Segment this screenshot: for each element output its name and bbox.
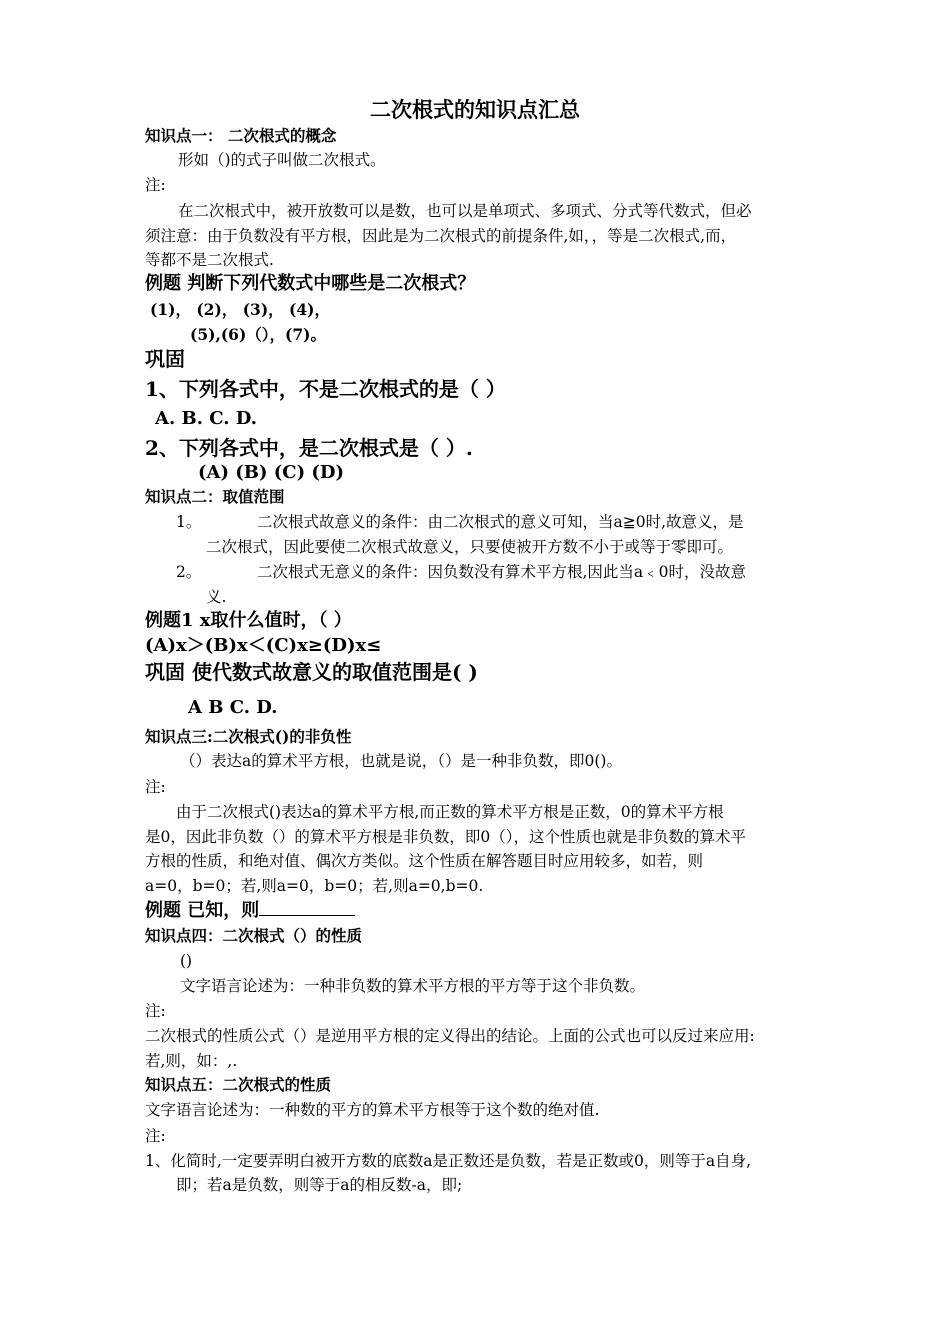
section-heading-4: 知识点四：二次根式（）的性质 bbox=[145, 926, 363, 945]
question-2-options: (A) (B) (C) (D) bbox=[198, 462, 345, 483]
list-item-text: 二次根式，因此要使二次根式故意义，只要使被开方数不小于或等于零即可。 bbox=[206, 538, 734, 556]
note-label: 注: bbox=[145, 1127, 166, 1145]
section-heading-2: 知识点二：取值范围 bbox=[145, 487, 285, 506]
section-heading-5: 知识点五：二次根式的性质 bbox=[145, 1075, 332, 1094]
list-item-text: 二次根式无意义的条件：因负数没有算术平方根,因此当a﹤0时，没故意 bbox=[257, 563, 747, 581]
paragraph-line: 若,则，如：,. bbox=[145, 1052, 238, 1070]
list-number: 2。 bbox=[176, 563, 202, 581]
definition-text: 形如（)的式子叫做二次根式。 bbox=[178, 151, 386, 169]
paragraph-line: 由于二次根式()表达a的算术平方根,而正数的算术平方根是正数，0的算术平方根 bbox=[176, 803, 724, 821]
formula-text: () bbox=[180, 952, 193, 970]
list-item-text: 义. bbox=[206, 588, 227, 606]
question-1: 1、下列各式中，不是二次根式的是（ ） bbox=[145, 377, 506, 401]
paragraph-line: a=0，b=0；若,则a=0，b=0；若,则a=0,b=0. bbox=[145, 877, 484, 895]
example-items: (1)， (2)， (3)， (4)， bbox=[150, 300, 330, 319]
document-title: 二次根式的知识点汇总 bbox=[370, 97, 580, 122]
list-number: 1。 bbox=[176, 513, 202, 531]
section-heading-1: 知识点一： 二次根式的概念 bbox=[145, 126, 337, 145]
paragraph-line: 须注意：由于负数没有平方根，因此是为二次根式的前提条件,如，，等是二次根式,而， bbox=[145, 227, 737, 245]
example-heading bbox=[145, 899, 355, 923]
paragraph-line: 文字语言论述为：一种非负数的算术平方根的平方等于这个非负数。 bbox=[180, 977, 646, 995]
example-heading: 例题 判断下列代数式中哪些是二次根式？ bbox=[145, 273, 476, 294]
answer-blank bbox=[259, 899, 355, 916]
paragraph-line: 方根的性质，和绝对值、偶次方类似。这个性质在解答题目时应用较多，如若，则 bbox=[145, 852, 704, 870]
question-1-options: A. B. C. D. bbox=[155, 408, 258, 429]
example-options: (A)x＞(B)x＜(C)x≥(D)x≤ bbox=[145, 635, 382, 656]
definition-text: （）表达a的算术平方根，也就是说，（）是一种非负数，即0()。 bbox=[180, 752, 622, 770]
paragraph-line: 1、化简时,一定要弄明白被开方数的底数a是正数还是负数，若是正数或0，则等于a自身, bbox=[145, 1152, 752, 1170]
practice-options: A B C. D. bbox=[188, 697, 278, 718]
practice-heading: 巩固 使代数式故意义的取值范围是( ) bbox=[145, 660, 478, 684]
practice-heading: 巩固 bbox=[145, 347, 185, 371]
section-heading-3: 知识点三:二次根式()的非负性 bbox=[145, 727, 352, 746]
paragraph-line: 是0，因此非负数（）的算术平方根是非负数，即0（），这个性质也就是非负数的算术平 bbox=[145, 828, 746, 846]
list-item-text: 二次根式故意义的条件：由二次根式的意义可知，当a≧0时,故意义，是 bbox=[257, 513, 744, 531]
example-heading: 例题1 x取什么值时，（ ） bbox=[145, 610, 352, 631]
paragraph-line: 在二次根式中，被开放数可以是数，也可以是单项式、多项式、分式等代数式，但必 bbox=[178, 202, 752, 220]
question-2: 2、下列各式中，是二次根式是（ ）. bbox=[145, 436, 473, 460]
paragraph-line: 二次根式的性质公式（）是逆用平方根的定义得出的结论。上面的公式也可以反过来应用: bbox=[145, 1027, 755, 1045]
paragraph-line: 等都不是二次根式. bbox=[145, 251, 274, 269]
example-items: (5),(6)（），(7)。 bbox=[190, 325, 327, 344]
note-label: 注: bbox=[145, 1002, 166, 1020]
note-label: 注: bbox=[145, 778, 166, 796]
example-text: 例题 已知，则 bbox=[145, 900, 260, 921]
paragraph-line: 文字语言论述为：一种数的平方的算术平方根等于这个数的绝对值. bbox=[145, 1101, 600, 1119]
note-label: 注: bbox=[145, 176, 166, 194]
paragraph-line: 即；若a是负数，则等于a的相反数-a，即; bbox=[176, 1176, 463, 1194]
